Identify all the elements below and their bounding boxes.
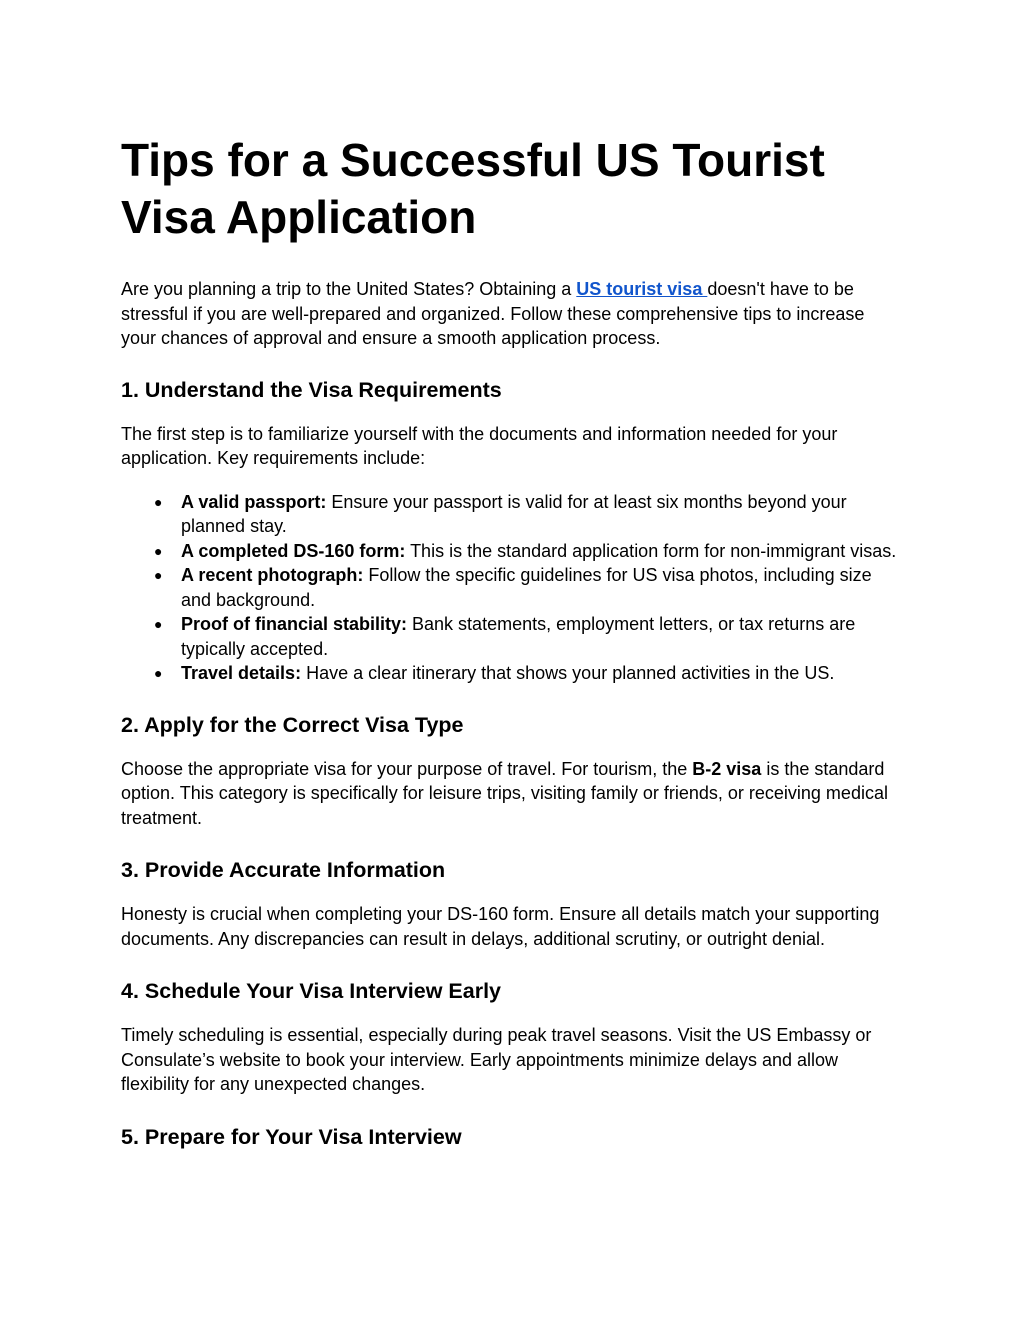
b2-visa-label: B-2 visa (692, 758, 762, 779)
list-item-label: Proof of financial stability: (181, 614, 408, 634)
section-heading-requirements: 1. Understand the Visa Requirements (121, 377, 502, 402)
bullet-icon: ● (154, 616, 163, 632)
section-heading-visa-type: 2. Apply for the Correct Visa Type (121, 712, 464, 737)
intro-paragraph (121, 277, 901, 351)
list-item-label: A valid passport: (181, 491, 327, 512)
bullet-icon: ● (154, 567, 163, 583)
us-tourist-visa-link[interactable]: US tourist visa (576, 279, 708, 299)
list-item-text: Have a clear itinerary that shows your planned activities in the US. (301, 663, 835, 683)
list-item-text: Bank statements, employment letters, or tax returns are typically accepted. (181, 614, 856, 659)
list-item (154, 563, 901, 612)
document-page (121, 132, 901, 1151)
bullet-icon: ● (154, 665, 163, 681)
section-paragraph-visa-type (121, 757, 901, 831)
section-paragraph-requirements: The first step is to familiarize yourself with the documents and information needed for your application. Key requirements include: (121, 423, 838, 468)
visa-type-text-end: is the standard option. This category is specifically for leisure trips, visiting family or friends, or receiving medical treatment. (121, 758, 888, 828)
section-heading-prepare-interview: 5. Prepare for Your Visa Interview (121, 1124, 462, 1149)
list-item-label: Travel details: (181, 663, 302, 683)
section-heading-accurate-info: 3. Provide Accurate Information (121, 858, 446, 882)
list-item-label: A recent photograph: (181, 565, 364, 585)
visa-type-text-start: Choose the appropriate visa for your purpose of travel. For tourism, the (121, 758, 693, 779)
list-item-text: Ensure your passport is valid for at least six months beyond your planned stay. (181, 491, 847, 536)
list-item-label: A completed DS-160 form: (181, 540, 406, 561)
list-item-text: Follow the specific guidelines for US visa photos, including size and background. (181, 565, 872, 610)
intro-text-start: Are you planning a trip to the United States? Obtaining a (121, 279, 577, 299)
section-paragraph-accurate-info: Honesty is crucial when completing your DS-160 form. Ensure all details match your supporting documents. Any discrepancies can result in delays, additional scrutiny, or outright denial. (121, 904, 880, 949)
section-heading-schedule: 4. Schedule Your Visa Interview Early (121, 979, 502, 1003)
page-title: Tips for a Successful US Tourist Visa Application (121, 134, 825, 243)
list-item (154, 661, 901, 686)
list-item (154, 490, 901, 539)
section-paragraph-schedule: Timely scheduling is essential, especially during peak travel seasons. Visit the US Embassy or Consulate’s website to book your interview. Early appointments minimize delays and allow flexibility for any unexpected changes. (121, 1025, 872, 1094)
bullet-icon: ● (154, 493, 163, 510)
bullet-icon: ● (154, 542, 163, 559)
list-item-text: This is the standard application form for non-immigrant visas. (405, 540, 897, 561)
list-item (154, 612, 901, 661)
list-item (154, 539, 901, 564)
requirements-list (121, 490, 901, 686)
intro-text-end: doesn't have to be stressful if you are well-prepared and organized. Follow these comprehensive tips to increase your chances of approval and ensure a smooth application process. (121, 279, 865, 348)
